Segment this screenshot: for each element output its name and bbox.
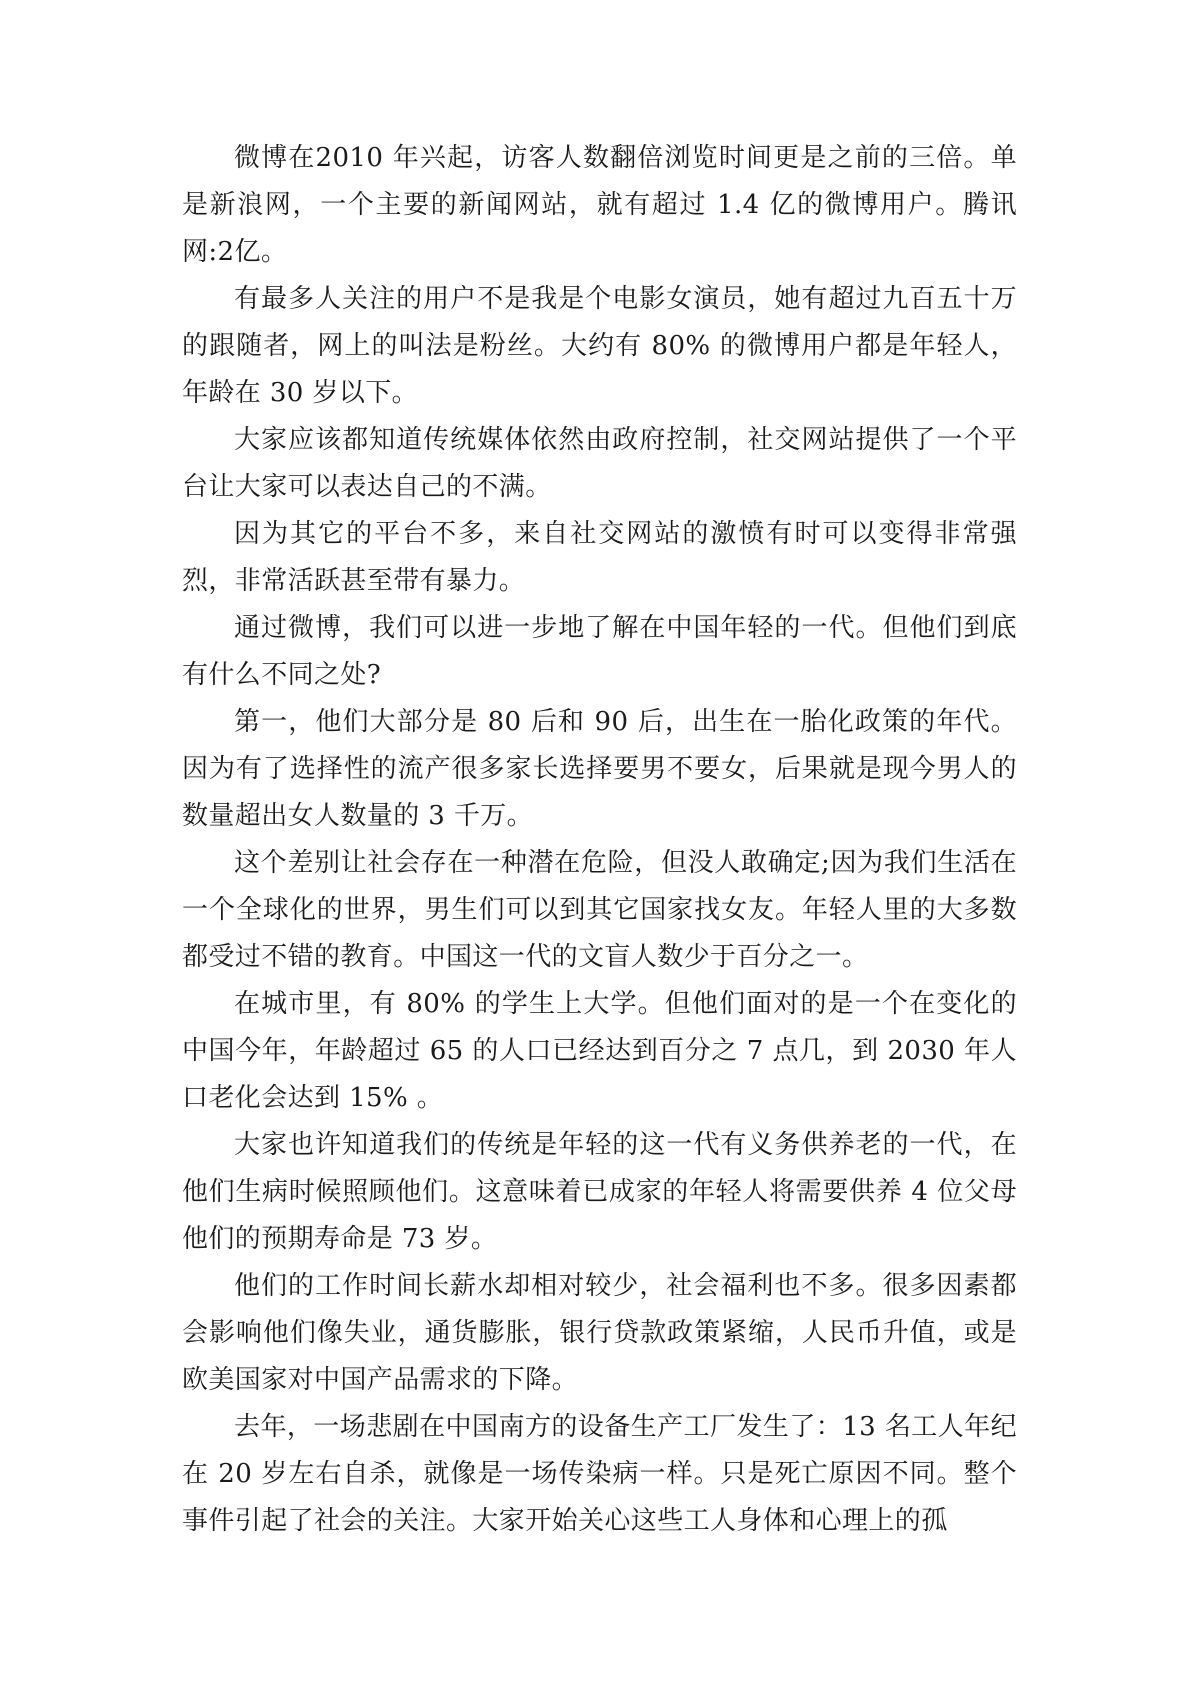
- paragraph-gender-gap: 这个差别让社会存在一种潜在危险，但没人敢确定;因为我们生活在一个全球化的世界，男生们可以到其它国家找女友。年轻人里的大多数都受过不错的教育。中国这一代的文盲人数少于百分之一。: [182, 848, 1017, 972]
- paragraph-weibo-rise: 微博在2010 年兴起，访客人数翻倍浏览时间更是之前的三倍。单是新浪网，一个主要的新闻网站，就有超过 1.4 亿的微博用户。腾讯网:2亿。: [182, 143, 1017, 267]
- document-page: [182, 135, 1017, 1545]
- paragraph-one-child-policy: 第一，他们大部分是 80 后和 90 后，出生在一胎化政策的年代。因为有了选择性的流产很多家长选择要男不要女，后果就是现今男人的数量超出女人数量的 3 千万。: [182, 707, 1017, 831]
- paragraph-factory-tragedy: 去年，一场悲剧在中国南方的设备生产工厂发生了：13 名工人年纪在 20 岁左右自杀，就像是一场传染病一样。只是死亡原因不同。整个事件引起了社会的关注。大家开始关心这些工人身体和心理上的孤: [182, 1412, 1017, 1536]
- paragraph-young-generation: 通过微博，我们可以进一步地了解在中国年轻的一代。但他们到底有什么不同之处?: [182, 613, 1017, 690]
- paragraph-traditional-media: 大家应该都知道传统媒体依然由政府控制，社交网站提供了一个平台让大家可以表达自己的不满。: [182, 425, 1017, 502]
- paragraph-work-conditions: 他们的工作时间长薪水却相对较少，社会福利也不多。很多因素都会影响他们像失业，通货膨胀，银行贷款政策紧缩，人民币升值，或是欧美国家对中国产品需求的下降。: [182, 1271, 1017, 1395]
- paragraph-filial-duty: 大家也许知道我们的传统是年轻的这一代有义务供养老的一代，在他们生病时候照顾他们。这意味着已成家的年轻人将需要供养 4 位父母他们的预期寿命是 73 岁。: [182, 1130, 1017, 1254]
- paragraph-online-anger: 因为其它的平台不多，来自社交网站的激愤有时可以变得非常强烈，非常活跃甚至带有暴力。: [182, 519, 1017, 596]
- paragraph-aging-population: 在城市里，有 80% 的学生上大学。但他们面对的是一个在变化的中国今年，年龄超过 65 的人口已经达到百分之 7 点几，到 2030 年人口老化会达到 15% 。: [182, 989, 1017, 1113]
- paragraph-most-followed: 有最多人关注的用户不是我是个电影女演员，她有超过九百五十万的跟随者，网上的叫法是粉丝。大约有 80% 的微博用户都是年轻人，年龄在 30 岁以下。: [182, 284, 1017, 408]
